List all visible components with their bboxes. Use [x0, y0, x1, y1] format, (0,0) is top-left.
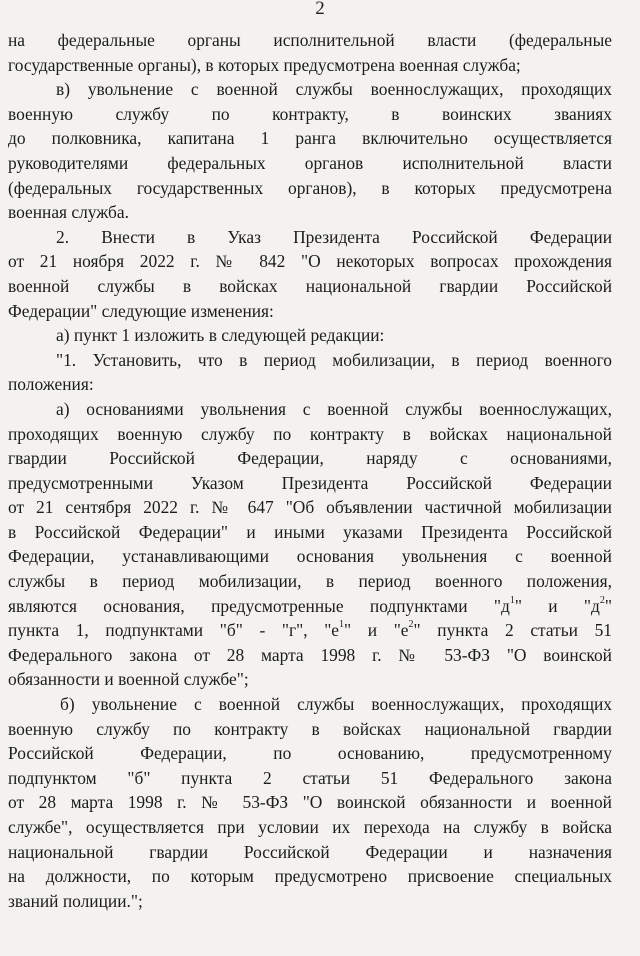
text-line: проходящих военную службу по контракту в войсках национальной [8, 423, 612, 444]
text-line: службе", осуществляется при условии их перехода на службу в войска [8, 817, 612, 837]
text-line: службы в период мобилизации, в период военного положения, [8, 571, 612, 592]
text-line: военная служба. [8, 202, 129, 223]
text-line: военную службу по контракту в войсках национальной гвардии [8, 718, 612, 739]
text-line: от 28 марта 1998 г. № 53-ФЗ "О воинской обязанности и военной [8, 792, 612, 813]
text-line: государственные органы), в которых предусмотрена военная служба; [8, 54, 521, 75]
text-line: гвардии Российской Федерации, наряду с основаниями, [8, 448, 612, 469]
text-line: от 21 ноября 2022 г. № 842 "О некоторых вопросах прохождения [8, 251, 612, 272]
text-line: руководителями федеральных органов исполнительной власти [8, 152, 612, 173]
text-line: Федерации" следующие изменения: [8, 300, 274, 321]
text-line: 2. Внести в Указ Президента Российской Федерации [56, 226, 612, 247]
text-line: б) увольнение с военной службы военнослужащих, проходящих [60, 694, 612, 715]
text-line: национальной гвардии Российской Федерации и назначения [8, 841, 612, 862]
text-line: на федеральные органы исполнительной власти (федеральные [8, 30, 612, 50]
text-line: пункта 1, подпунктами "б" - "г", "$е^1$" и "$е^2$" пункта 2 статьи 51 [8, 619, 612, 641]
text-line: "1. Установить, что в период мобилизации, в период военного [56, 349, 612, 370]
text-line: военной службы в войсках национальной гвардии Российской [8, 275, 612, 296]
text-line: военную службу по контракту, в воинских званиях [8, 103, 612, 124]
text-line: (федеральных государственных органов), в которых предусмотрена [8, 177, 612, 198]
text-line: Российской Федерации, по основанию, предусмотренному [8, 743, 612, 764]
text-line: в) увольнение с военной службы военнослужащих, проходящих [56, 79, 612, 100]
text-line: от 21 сентября 2022 г. № 647 "Об объявлении частичной мобилизации [8, 497, 612, 518]
text-line: званий полиции."; [8, 890, 143, 911]
page-number: 2 [315, 0, 325, 19]
text-line: до полковника, капитана 1 ранга включительно осуществляется [8, 128, 612, 149]
text-line: являются основания, предусмотренные подпунктами "$д^1$" и "$д^2$" [8, 594, 612, 616]
text-line: в Российской Федерации" и иными указами Президента Российской [8, 521, 612, 542]
text-line: Федерации, устанавливающими основания увольнения с военной [8, 546, 612, 567]
text-line: а) пункт 1 изложить в следующей редакции: [56, 325, 385, 346]
text-line: а) основаниями увольнения с военной службы военнослужащих, [56, 398, 612, 419]
text-line: на должности, по которым предусмотрено присвоение специальных [8, 866, 612, 887]
document-body [8, 28, 612, 913]
text-line: положения: [8, 374, 94, 395]
text-line: обязанности и военной службе"; [8, 669, 249, 690]
text-line: Федерального закона от 28 марта 1998 г. № 53-ФЗ "О воинской [8, 644, 612, 665]
text-line: предусмотренными Указом Президента Российской Федерации [8, 472, 612, 493]
text-line: подпунктом "б" пункта 2 статьи 51 Федерального закона [8, 767, 612, 788]
